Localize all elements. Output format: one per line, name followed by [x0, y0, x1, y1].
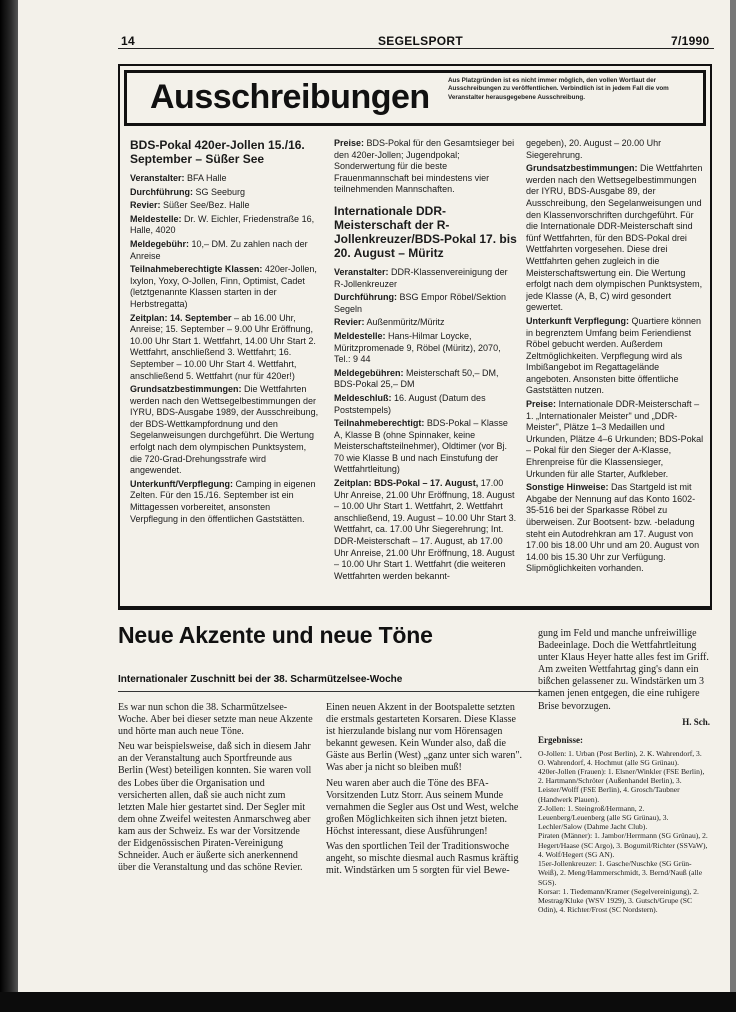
- entry-text: Die Wettfahrten werden nach den Wettsegelbestimmungen der IYRU, BDS-Ausgabe 1989, der Ausschreibung, der BDS-Wettkampfordnung und den Segelanweisungen durchgeführt. Die Wertung erfolgt nach dem olympischen Punktsystem, die 720-Grad-Drehungsstrafe wird angewendet.: [130, 384, 319, 476]
- announcement-column-3: [526, 138, 704, 600]
- entry-text: Dr. W. Eichler, Friedenstraße 16, Halle, 4020: [130, 213, 315, 236]
- book-spine-shadow: [0, 0, 18, 1012]
- result-entry: Piraten (Männer): 1. Jambor/Herrmann (SG Grünau), 2. Hegert/Haase (SC Argo), 3. Bogumil/Richter (SSVaW), 4. Wolf/Hegert (SG AN).: [538, 831, 708, 859]
- page-number: 14: [121, 34, 135, 48]
- header-rule: [118, 48, 714, 49]
- entry-text: BSG Empor Röbel/Sektion Segeln: [334, 292, 507, 314]
- entry-label: Durchführung:: [130, 186, 193, 197]
- announcement-entry: [130, 264, 320, 310]
- entry-label: Zeitplan: 14. September: [130, 312, 232, 323]
- announcement-entry: [334, 393, 518, 416]
- announcement-entry: [130, 200, 320, 212]
- entry-label: Sonstige Hinweise:: [526, 482, 609, 493]
- author-signature: H. Sch.: [682, 716, 710, 727]
- result-entry: 420er-Jollen (Frauen): 1. Elsner/Winkler (FSE Berlin), 2. Hartmann/Schröter (Außenhandel Berlin), 3. Leister/Wolff (FSE Berlin), 4. Grosch/Taubner (Handwerk Plauen).: [538, 767, 705, 804]
- entry-label: Meldestelle:: [334, 330, 386, 341]
- entry-label: Zeitplan: BDS-Pokal – 17. August,: [334, 478, 479, 489]
- article-paragraph: Einen neuen Akzent in der Bootspalette setzten die erstmals gestarteten Korsaren. Diese Klasse ist hierzulande bislang nur vom Hörensagen bekannt gewesen. Kein Wunder also, daß die Gäste aus Berlin (West) „ganz unter sich waren". Was aber ja nicht so bleiben muß!: [326, 702, 522, 774]
- entry-text: 17.00 Uhr Anreise, 21.00 Uhr Eröffnung, 18. August – 10.00 Uhr Start 1. Wettfahrt, 2. Wettfahrt anschließend, 19. August – 10.00 Uhr Start 3. Wettfahrt, ca. 17.00 Uhr Siegerehrung; Int. DDR-Meisterschaft – 17. August, ab 17.00 Uhr Anreise, 21.00 Uhr Eröffnung, 18. August – 10.00 Uhr Start 1. Wettfahrt (die weiteren Wettfahrten werden bekannt-: [334, 478, 517, 581]
- result-entry: O-Jollen: 1. Urban (Post Berlin), 2. K. Wahrendorf, 3. O. Wahrendorf, 4. Hochmut (alle SG Grünau).: [538, 748, 702, 767]
- entry-label: Meldeschluß:: [334, 392, 392, 403]
- entry-text: gegeben), 20. August – 20.00 Uhr Siegerehrung.: [526, 138, 662, 160]
- announcement-entry: [334, 418, 518, 476]
- entry-label: Preise:: [526, 399, 557, 410]
- entry-label: Meldegebühren:: [334, 367, 404, 378]
- announcements-title: Ausschreibungen: [150, 78, 430, 116]
- entry-text: Meisterschaft 50,– DM, BDS-Pokal 25,– DM: [334, 367, 499, 390]
- entry-label: Unterkunft/Verpflegung:: [130, 478, 233, 489]
- results-heading: Ergebnisse:: [538, 734, 583, 745]
- entry-text: SG Seeburg: [193, 186, 246, 197]
- entry-label: Durchführung:: [334, 292, 397, 303]
- entry-label: Veranstalter:: [130, 173, 185, 183]
- announcement-entry: [130, 313, 320, 383]
- results-list: [538, 749, 710, 915]
- announcements-note: Aus Platzgründen ist es nicht immer möglich, den vollen Wortlaut der Ausschreibungen zu veröffentlichen. Verbindlich ist in jedem Fall die vom Veranstalter herausgegebene Ausschreibung.: [448, 77, 669, 101]
- entry-text: – ab 16.00 Uhr, Anreise; 15. September – 9.00 Uhr Eröffnung, 10.00 Uhr Start 1. Wettfahrt, 14.00 Uhr Start 2. Wettfahrt, anschließend 3. Wettfahrt; 16. September – 10.00 Uhr Start 4. Wettfahrt, anschließend 5. Wettfahrt (nur für 420er!): [130, 312, 316, 381]
- announcement-entry: [526, 399, 704, 480]
- entry-text: 10,– DM. Zu zahlen nach der Anreise: [130, 238, 308, 261]
- announcement-entry: [130, 187, 320, 199]
- entry-text: BDS-Pokal für den Gesamtsieger bei den 420er-Jollen; Jugendpokal; Sonderwertung für die beste Frauenmannschaft bei mindestens vier teilnehmenden Mannschaften.: [334, 138, 515, 195]
- announcement-entry: [334, 478, 518, 582]
- article-title: Neue Akzente und neue Töne: [118, 622, 433, 648]
- announcement-entry: [526, 138, 704, 161]
- entry-text: BFA Halle: [184, 173, 227, 183]
- announcement-entry: [130, 214, 320, 237]
- entry-text: BDS-Pokal – Klasse A, Klasse B (ohne Spinnaker, keine Meisterschaftsteilnehmer), Oldtimer (vor Bj. 70 wie Klasse B und nach Einstufung der Wettfahrtleitung): [334, 418, 508, 475]
- entry-text: Die Wettfahrten werden nach den Wettsegelbestimmungen der IYRU, BDS-Ausgabe 89, der Ausschreibung, den Segelanweisungen und den Klassenvorschriften durchgeführt. Für die Internationale DDR-Meisterschaft sind fünf Wettfahrten, für den BDS-Pokal drei Wettfahrten vorgesehen. Diese drei Wettfahrten gehen zugleich in die Meisterschaftswertung ein. Die Wertung erfolgt nach dem olympischen Punktsystem, jede Klasse (A, B, C) wird gesondert gewertet.: [526, 163, 703, 313]
- announcement-entries: [334, 138, 518, 196]
- announcement-entries: [526, 138, 704, 575]
- article-column-3: [538, 628, 710, 980]
- announcement-entry: [526, 163, 704, 314]
- announcement-column-2: [334, 138, 518, 600]
- announcement-entry: [130, 173, 320, 185]
- result-entry: Korsar: 1. Tiedemann/Kramer (Segelvereinigung), 2. Mestrag/Kluke (WSV 1929), 3. Gutsch/Grupe (SC Odin), 4. Richter/Frost (SC Nordstern).: [538, 886, 699, 915]
- result-entry: 15er-Jollenkreuzer: 1. Gasche/Nuschke (SG Grün-Weiß), 2. Meng/Hammerschmidt, 3. Bernd/Nauß (alle SGS).: [538, 859, 703, 887]
- article-column-2: [326, 702, 526, 972]
- entry-label: Grundsatzbestimmungen:: [130, 384, 242, 395]
- announcement-entry: [130, 479, 320, 525]
- entry-label: Revier:: [334, 317, 365, 328]
- magazine-name: SEGELSPORT: [378, 34, 464, 48]
- announcement-entry: [526, 316, 704, 397]
- entry-label: Teilnahmeberechtigte Klassen:: [130, 264, 263, 275]
- article-paragraph: Neu waren aber auch die Töne des BFA-Vorsitzenden Lutz Storr. Aus seinem Munde vernahmen die Segler aus Ost und West, welche großen Möglichkeiten sich ihnen jetzt bieten. Höchst interessant, diese Ausführungen!: [326, 777, 519, 837]
- scan-background: [0, 992, 736, 1012]
- page-edge: [730, 0, 736, 1012]
- announcement-entry: [334, 368, 518, 391]
- entry-label: Revier:: [130, 200, 161, 211]
- article-continuation: gung im Feld und manche unfreiwillige Badeeinlage. Doch die Wettfahrtleitung unter Klaus Heyer hatte alles fest im Griff. Am zweiten Wettfahrtag ging's dann ein bißchen gelassener zu. Windstärken um 3 kamen jenen entgegen, die eine ruhigere Brise bevorzugen.: [538, 628, 709, 712]
- entry-text: Süßer See/Bez. Halle: [160, 200, 250, 211]
- entry-text: Camping in eigenen Zelten. Für den 15./16. September ist ein Mittagessen vorbereitet, ansonsten Verpflegung in den öffentlichen Gaststätten.: [130, 478, 316, 524]
- entry-label: Meldestelle:: [130, 213, 182, 224]
- announcement-entry: [130, 384, 320, 477]
- entry-label: Meldegebühr:: [130, 238, 190, 249]
- entry-text: Das Startgeld ist mit Abgabe der Nennung auf das Konto 1602-35-516 bei der Sparkasse Röbel zu überweisen. Zur Bootsent- bzw. -beladung steht ein Autodrehkran am 17. August von 17.00 bis 18.00 Uhr und am 20. August von 14.00 bis 15.30 Uhr zur Verfügung. Slipmöglichkeiten vorhanden.: [526, 482, 700, 574]
- article-column-1: [118, 702, 314, 972]
- article-paragraph: Was den sportlichen Teil der Traditionswoche angeht, so mischte diesmal auch Rasmus kräftig mit. Windstärken um 5 sorgten für viel Bewe-: [326, 841, 519, 877]
- regatta-heading-ddr-meisterschaft: Internationale DDR-Meisterschaft der R-Jollenkreuzer/BDS-Pokal 17. bis 20. August – Müritz: [334, 203, 517, 260]
- section-divider: [118, 606, 712, 610]
- announcement-entry: [334, 292, 518, 315]
- entry-text: DDR-Klassenvereinigung der R-Jollenkreuzer: [334, 266, 508, 289]
- announcement-entries: [130, 173, 320, 525]
- entry-label: Preise:: [334, 138, 365, 148]
- article-paragraph: Neu war beispielsweise, daß sich in diesem Jahr an der Veranstaltung auch Sportfreunde aus Berlin (West) beteiligen konnten. Sie waren voll des Lobes über die Organisation und versicherten allen, daß sie auch nicht zum letzten Male hier gestartet sind. Der Segler mit dem ohne Zweifel weitesten Anmarschweg aber kam aus der Schweiz. Es war der Vorsitzende der Eidgenössischen Piraten-Vereinigung Schneider. Auch er äußerte sich anerkennend über die Veranstaltung und das schöne Revier.: [118, 741, 312, 874]
- announcement-entry: [334, 267, 518, 290]
- announcement-entry: [334, 317, 518, 329]
- entry-label: Unterkunft Verpflegung:: [526, 315, 629, 326]
- entry-label: Grundsatzbestimmungen:: [526, 163, 638, 174]
- result-entry: Z-Jollen: 1. Steingroß/Hermann, 2. Leuenberg/Leuenberg (alle SG Grünau), 3. Lechler/Salow (Dahme Jacht Club).: [538, 803, 669, 832]
- entry-text: Hans-Hilmar Loycke, Müritzpromenade 9, Röbel (Müritz), 2070, Tel.: 9 44: [334, 330, 501, 365]
- article-paragraph: Es war nun schon die 38. Scharmützelsee-Woche. Aber bei dieser setzte man neue Akzente und hörte man auch neue Töne.: [118, 702, 313, 738]
- entry-text: Internationale DDR-Meisterschaft – 1. „Internationaler Meister" und „DDR-Meister", Plätze 1–3 Medaillen und Urkunden, Plätze 4–6 Urkunden; BDS-Pokal – Pokal für den Sieger der A-Klasse, Ehrenpreise für die Klassensieger, Urkunden für alle Starter, Aufkleber.: [526, 399, 704, 479]
- issue-number: 7/1990: [671, 34, 710, 48]
- announcement-entry: [334, 331, 518, 366]
- subtitle-rule: [118, 691, 540, 692]
- entry-text: Außenmüritz/Müritz: [364, 317, 445, 328]
- entry-label: Veranstalter:: [334, 266, 389, 277]
- entry-text: 16. August (Datum des Poststempels): [334, 392, 486, 415]
- article-subtitle: Internationaler Zuschnitt bei der 38. Scharmützelsee-Woche: [118, 674, 403, 685]
- announcement-entries: [334, 267, 518, 582]
- announcement-entry: [526, 482, 704, 575]
- announcement-entry: [130, 239, 320, 262]
- entry-text: Quartiere können in begrenztem Umfang beim Feriendienst Röbel gebucht werden. Außerdem Zeltmöglichkeiten. Verpflegung wird als Imbißangebot im Regattagelände angeboten. Ansonsten bitte öffentliche Gaststätten nutzen.: [526, 315, 702, 396]
- regatta-heading-bds-pokal: BDS-Pokal 420er-Jollen 15./16. September – Süßer See: [130, 138, 305, 166]
- announcement-entry: [334, 138, 518, 196]
- entry-label: Teilnahmeberechtigt:: [334, 418, 425, 429]
- announcement-column-1: [130, 138, 320, 600]
- entry-text: 420er-Jollen, Ixylon, Yoxy, O-Jollen, Finn, Optimist, Cadet (letztgenannte Klassen starten in der Herbstregatta): [130, 264, 317, 309]
